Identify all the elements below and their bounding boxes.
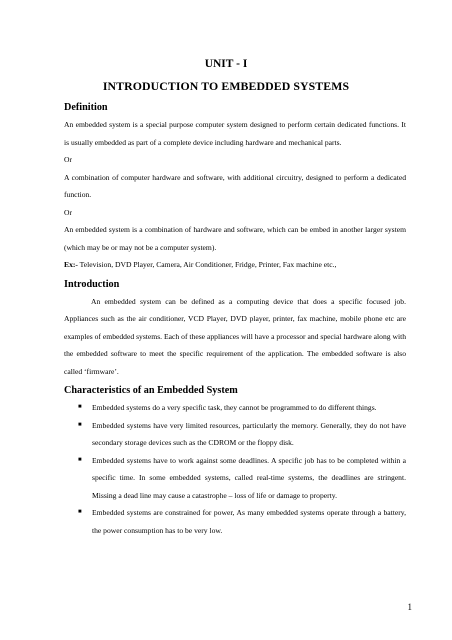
list-item-text: Embedded systems do a very specific task, they cannot be programmed to do different things. [92, 403, 377, 412]
square-bullet-icon: ■ [78, 421, 82, 428]
or-separator-1: Or [64, 155, 73, 164]
document-body [64, 100, 406, 539]
characteristics-list [64, 399, 406, 539]
list-item-text: Embedded systems are constrained for power, As many embedded systems operate through a battery, the power consumption has to be very low. [92, 508, 406, 535]
square-bullet-icon: ■ [78, 509, 82, 515]
characteristics-section [64, 383, 406, 539]
list-item [64, 399, 406, 417]
introduction-heading: Introduction [64, 278, 120, 290]
definition-paragraph-2: A combination of computer hardware and software, with additional circuitry, designed to perform a dedicated function. [64, 172, 406, 199]
list-item [64, 504, 406, 539]
square-bullet-icon: ■ [78, 404, 82, 410]
list-item [64, 452, 406, 505]
introduction-section [64, 277, 406, 381]
examples-label: Ex:- [64, 260, 78, 269]
list-item-text: Embedded systems have to work against some deadlines. A specific job has to be completed within a specific time. In some embedded systems, called real-time systems, the deadlines are stringent. Missing a dead line may cause a catastrophe – loss of life or damage to property. [92, 455, 406, 500]
list-item-text: Embedded systems have very limited resources, particularly the memory. Generally, they do not have secondary storage devices such as the CDROM or the floppy disk. [92, 420, 406, 447]
characteristics-heading: Characteristics of an Embedded System [64, 385, 238, 396]
document-title: INTRODUCTION TO EMBEDDED SYSTEMS [102, 79, 350, 93]
definition-paragraph-3: An embedded system is a combination of hardware and software, which can be embed in another larger system (which may be or may not be a computer system). [64, 225, 406, 252]
introduction-paragraph: An embedded system can be defined as a computing device that does a specific focused job. Appliances such as the air conditioner, VCD Player, DVD player, printer, fax machine, mobile phone etc are examples of embedded systems. Each of these appliances will have a processor and special hardware along with the embedded software to meet the specific requirement of the application. The embedded software is also called ‘firmware’. [64, 296, 406, 376]
list-item [64, 417, 406, 452]
definition-paragraph-1: An embedded system is a special purpose computer system designed to perform certain dedicated functions. It is usually embedded as part of a complete device including hardware and mechanical parts. [64, 120, 406, 147]
page-number: 1 [407, 602, 412, 612]
square-bullet-icon: ■ [78, 456, 82, 463]
examples-text: Television, DVD Player, Camera, Air Conditioner, Fridge, Printer, Fax machine etc., [77, 260, 337, 269]
or-separator-2: Or [64, 207, 73, 217]
unit-heading: UNIT - I [204, 58, 248, 70]
definition-heading: Definition [64, 102, 108, 113]
examples-line [64, 256, 406, 274]
definition-section [64, 100, 406, 274]
